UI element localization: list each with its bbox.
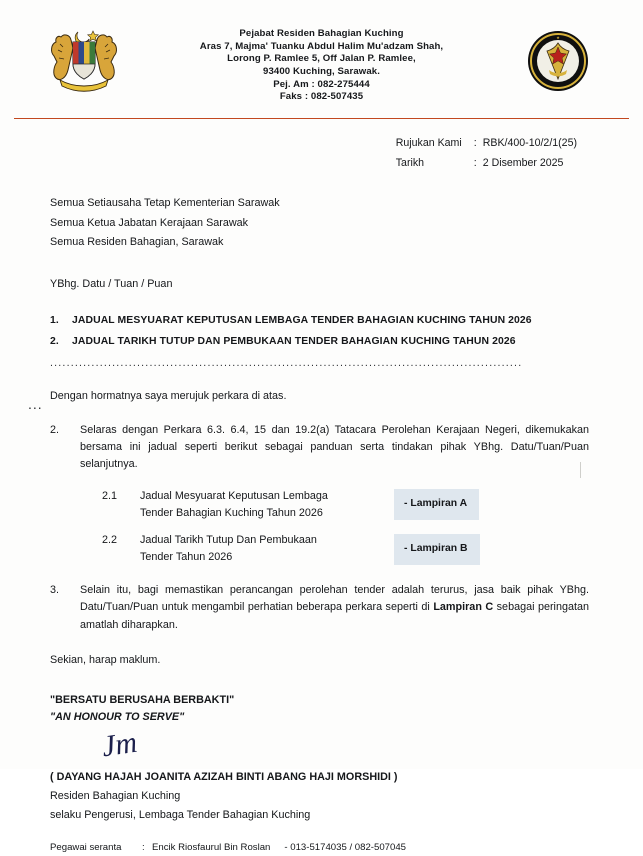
addressee-2: Semua Ketua Jabatan Kerajaan Sarawak [50, 216, 249, 229]
paragraph-2-number: 2. [50, 423, 60, 436]
attachment-text-1-line2: Tender Bahagian Kuching Tahun 2026 [140, 506, 323, 519]
lampiran-a-badge: - Lampiran A [394, 489, 479, 520]
header-divider [14, 118, 629, 119]
office-name: Pejabat Residen Bahagian Kuching [239, 28, 404, 39]
addressee-3: Semua Residen Bahagian, Sarawak [50, 236, 224, 249]
reference-colon: : [473, 137, 477, 149]
signer-name: ( DAYANG HAJAH JOANITA AZIZAH BINTI ABANG HAJI MORSHIDI ) [50, 770, 398, 783]
signer-role-1: Residen Bahagian Kuching [50, 790, 181, 803]
phone-line: Pej. Am : 082-275444 [273, 78, 370, 90]
salutation: YBhg. Datu / Tuan / Puan [50, 277, 173, 290]
reference-row-rujukan [396, 133, 577, 153]
attachment-text-2 [140, 532, 388, 565]
signer-role-2: selaku Pengerusi, Lembaga Tender Bahagian Kuching [50, 808, 311, 821]
fax-line: Faks : 082-507435 [279, 91, 364, 103]
reference-row-tarikh [396, 153, 577, 173]
motto-line-1: "BERSATU BERUSAHA BERBAKTI" [50, 693, 235, 706]
date-value: 2 Disember 2025 [482, 157, 564, 170]
attachment-row-1 [50, 488, 589, 521]
page-edge-mark [580, 462, 581, 478]
address-line-1: Aras 7, Majma' Tuanku Abdul Halim Mu'adzam Shah, [199, 40, 444, 52]
attachment-text-2-line2: Tender Tahun 2026 [140, 551, 233, 564]
reference-label: Rujukan Kami [395, 137, 462, 149]
reference-block [0, 133, 643, 173]
subject-number-2: 2. [50, 336, 59, 348]
handwritten-signature: Jm [99, 725, 139, 764]
attachment-row-2 [50, 532, 589, 565]
letterhead [0, 0, 643, 112]
address-line-2: Lorong P. Ramlee 5, Off Jalan P. Ramlee, [227, 53, 416, 65]
date-label: Tarikh [395, 157, 425, 170]
contact-officer-phone: - 013-5174035 / 082-507045 [284, 842, 407, 854]
closing-line: Sekian, harap maklum. [50, 654, 161, 667]
attachment-text-1-line1: Jadual Mesyuarat Keputusan Lembaga [140, 489, 328, 502]
contact-officer-name: Encik Riosfaurul Bin Roslan [152, 842, 271, 854]
letter-body [0, 195, 643, 856]
subject-item-1 [50, 313, 589, 330]
paragraph-2-text: Selaras dengan Perkara 6.3. 6.4, 15 dan 19.2(a) Tatacara Perolehan Kerajaan Negeri, dikemukakan bersama ini jadual seperti berikut sebagai panduan serta tindakan pihak YBhg. Datu/Tuan/Puan selanjutnya. [80, 423, 589, 471]
sarawak-state-crest [527, 30, 589, 92]
motto-line-2: "AN HONOUR TO SERVE" [50, 711, 185, 724]
paragraph-3 [50, 582, 589, 634]
attachment-list [50, 488, 589, 566]
margin-dots-marker: ... [28, 396, 43, 412]
addressee-1: Semua Setiausaha Tetap Kementerian Sarawak [50, 197, 280, 210]
paragraph-3-text-before: Selain itu, bagi memastikan perancangan perolehan tender adalah terurus, jasa baik pihak YBhg. Datu/Tuan/Puan untuk mengambil perhatian beberapa perkara seperti di [80, 583, 589, 614]
date-colon: : [473, 157, 477, 170]
contact-officer-note [50, 840, 589, 856]
dotted-separator: .................................................................................................................. [50, 356, 523, 369]
attachment-number-2: 2.2 [102, 534, 118, 547]
lampiran-b-badge: - Lampiran B [394, 534, 480, 565]
addressee-block [50, 195, 589, 251]
subject-item-2 [50, 334, 589, 351]
subject-list [50, 313, 589, 351]
contact-officer-label: Pegawai seranta [50, 842, 122, 854]
subject-text-1: JADUAL MESYUARAT KEPUTUSAN LEMBAGA TENDER BAHAGIAN KUCHING TAHUN 2026 [72, 315, 532, 327]
attachment-text-2-line1: Jadual Tarikh Tutup Dan Pembukaan [140, 534, 317, 547]
reference-number: RBK/400-10/2/1(25) [482, 137, 577, 149]
paragraph-3-text-after: sebagai peringatan amatlah diharapkan. [80, 601, 589, 631]
paragraph-3-number: 3. [50, 583, 60, 596]
svg-text:★: ★ [556, 35, 560, 40]
address-line-3: 93400 Kuching, Sarawak. [263, 65, 380, 77]
jata-negara-crest [48, 26, 120, 92]
contact-officer-colon: : [142, 842, 145, 854]
paragraph-3-text [80, 582, 589, 634]
attachment-number-1: 2.1 [102, 489, 118, 502]
paragraph-intro: Dengan hormatnya saya merujuk perkara di atas. [50, 390, 287, 403]
subject-text-2: JADUAL TARIKH TUTUP DAN PEMBUKAAN TENDER BAHAGIAN KUCHING TAHUN 2026 [72, 336, 516, 348]
letterhead-text [200, 28, 443, 104]
subject-number-1: 1. [50, 315, 59, 327]
lampiran-c-reference: Lampiran C [433, 601, 494, 614]
paragraph-2 [50, 422, 589, 474]
attachment-text-1 [140, 488, 388, 521]
signature-area [50, 727, 589, 767]
